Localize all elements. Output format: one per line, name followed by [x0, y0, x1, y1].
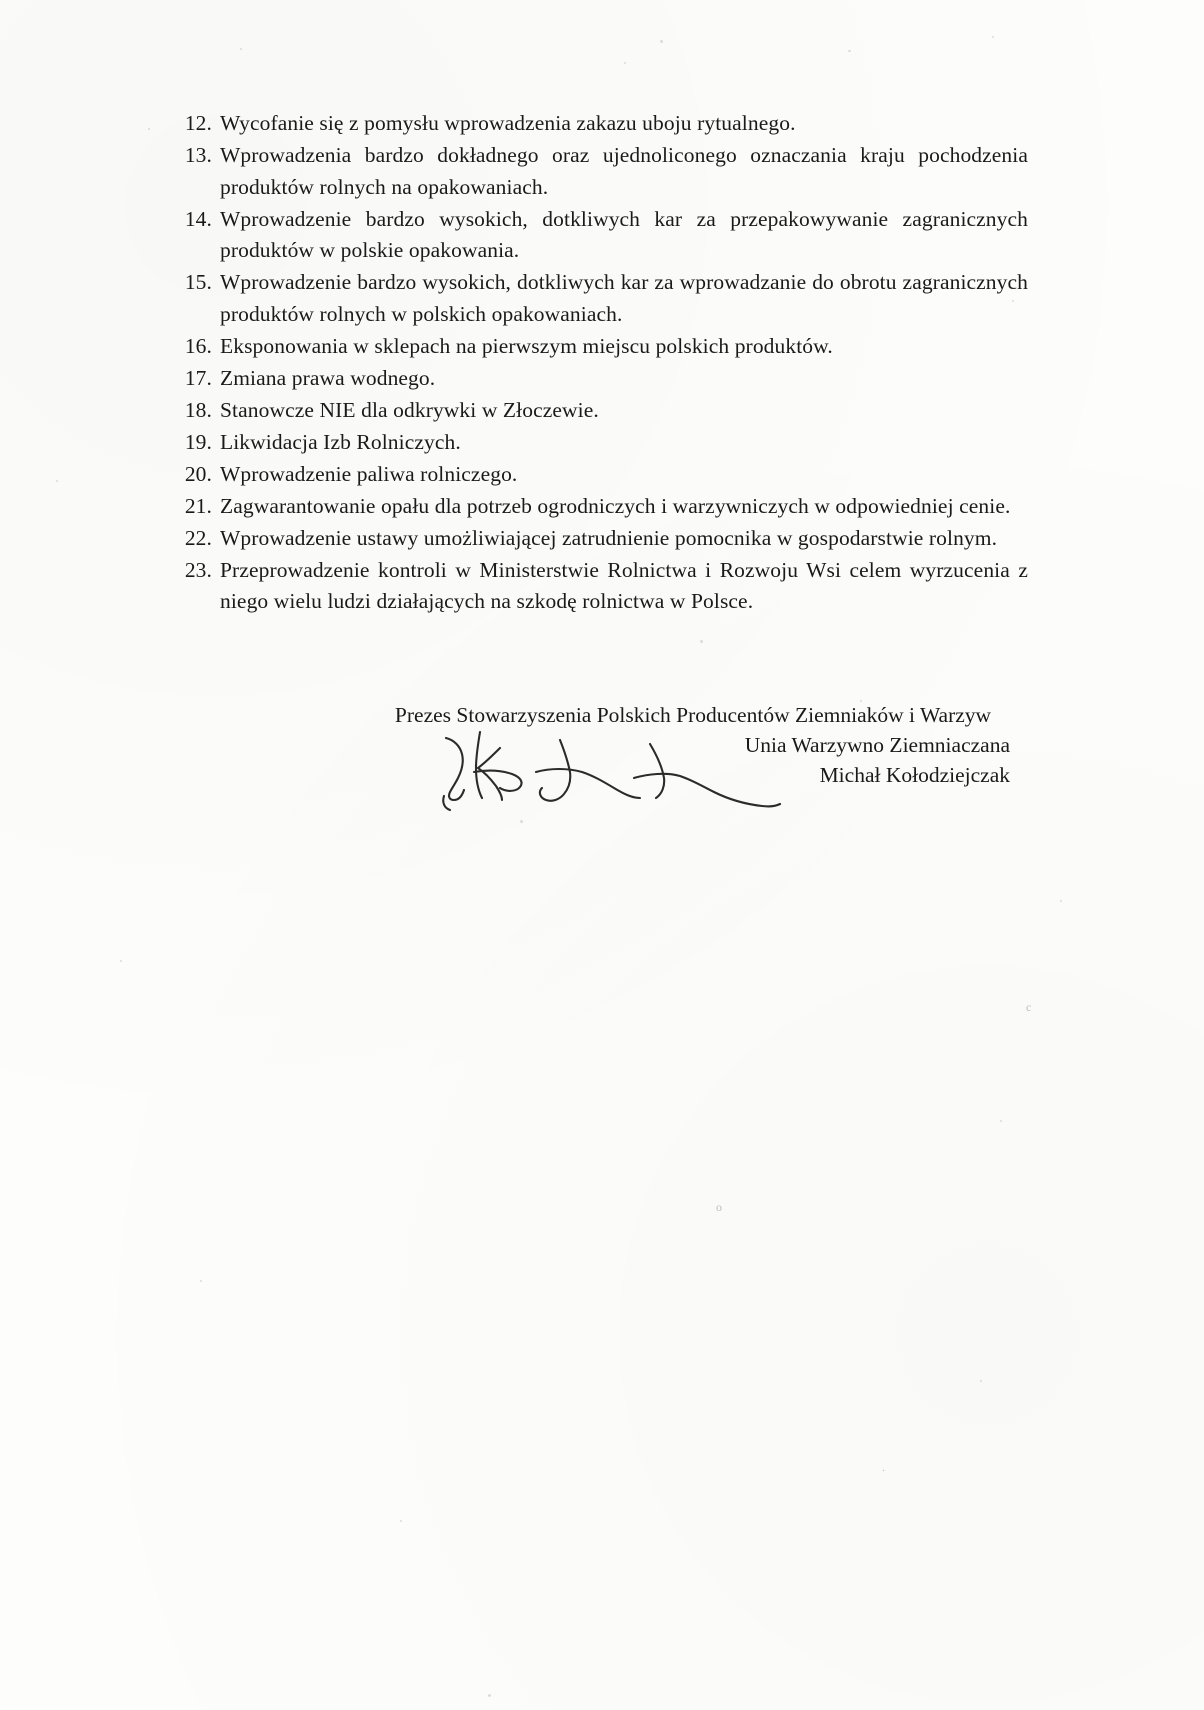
list-item — [168, 267, 1028, 330]
list-item-text: Wprowadzenie bardzo wysokich, dotkliwych kar za przepakowywanie zagranicznych produktów w polskie opakowania. — [220, 206, 1028, 262]
list-item-text: Wprowadzenia bardzo dokładnego oraz ujednoliconego oznaczania kraju pochodzenia produktów rolnych na opakowaniach. — [220, 143, 1028, 199]
list-item-number: 18. — [184, 397, 212, 422]
scan-speck — [980, 1380, 982, 1382]
demands-list — [168, 108, 1028, 618]
scan-speck — [400, 1520, 402, 1522]
scan-speck — [56, 480, 58, 482]
list-item — [168, 140, 1028, 203]
list-item-text: Wprowadzenie ustawy umożliwiającej zatrudnienie pomocnika w gospodarstwie rolnym. — [220, 525, 998, 550]
signature-name: Michał Kołodziejczak — [819, 763, 1010, 787]
signature-block — [168, 700, 1028, 790]
demands-section — [168, 108, 1028, 618]
list-item-text: Likwidacja Izb Rolniczych. — [220, 429, 461, 454]
scan-speck — [700, 640, 703, 643]
list-item — [168, 204, 1028, 267]
list-item-number: 15. — [184, 270, 212, 294]
list-item-text: Zagwarantowanie opału dla potrzeb ogrodniczych i warzywniczych w odpowiedniej cenie. — [220, 493, 1011, 518]
scan-speck — [488, 1694, 491, 1697]
scan-speck — [200, 1280, 202, 1282]
list-item-text: Wprowadzenie paliwa rolniczego. — [220, 461, 518, 486]
list-item-number: 19. — [184, 429, 212, 454]
scan-speck — [120, 960, 122, 962]
list-item — [168, 491, 1028, 523]
scan-artifact-glyph: . — [882, 1460, 885, 1474]
list-item-number: 23. — [184, 557, 212, 582]
list-item — [168, 555, 1028, 618]
list-item-number: 12. — [184, 111, 212, 135]
list-item-number: 20. — [184, 461, 212, 486]
signature-title: Prezes Stowarzyszenia Polskich Producentów Ziemniaków i Warzyw — [394, 703, 992, 727]
list-item-number: 17. — [184, 365, 212, 390]
list-item-number: 13. — [184, 143, 212, 167]
list-item — [168, 427, 1028, 459]
list-item — [168, 108, 1028, 140]
scan-speck — [848, 50, 851, 52]
scan-speck — [992, 36, 994, 38]
scan-artifact-glyph: o — [716, 1200, 722, 1214]
scan-speck — [1060, 900, 1062, 902]
list-item-text: Wprowadzenie bardzo wysokich, dotkliwych kar za wprowadzanie do obrotu zagranicznych produktów rolnych w polskich opakowaniach. — [220, 270, 1028, 326]
list-item-number: 14. — [184, 206, 212, 231]
list-item-text: Eksponowania w sklepach na pierwszym miejscu polskich produktów. — [220, 333, 833, 358]
list-item — [168, 395, 1028, 427]
list-item — [168, 523, 1028, 555]
list-item-number: 21. — [184, 493, 212, 518]
list-item — [168, 459, 1028, 491]
list-item — [168, 363, 1028, 395]
list-item-text: Przeprowadzenie kontroli w Ministerstwie Rolnictwa i Rozwoju Wsi celem wyrzucenia z niego wielu ludzi działających na szkodę rolnictwa w Polsce. — [220, 557, 1028, 613]
list-item-text: Stanowcze NIE dla odkrywki w Złoczewie. — [220, 397, 599, 422]
scan-speck — [148, 128, 150, 130]
scan-speck — [240, 48, 242, 50]
scan-speck — [1000, 1120, 1002, 1122]
signature-organization: Unia Warzywno Ziemniaczana — [744, 733, 1010, 757]
list-item-text: Wycofanie się z pomysłu wprowadzenia zakazu uboju rytualnego. — [220, 111, 796, 135]
list-item-text: Zmiana prawa wodnego. — [220, 365, 436, 390]
scan-speck — [520, 820, 523, 823]
list-item-number: 22. — [184, 525, 212, 550]
list-item — [168, 331, 1028, 363]
scan-speck — [660, 40, 663, 43]
scan-speck — [624, 62, 626, 64]
scan-artifact-glyph: c — [1026, 1000, 1032, 1014]
list-item-number: 16. — [184, 333, 212, 358]
